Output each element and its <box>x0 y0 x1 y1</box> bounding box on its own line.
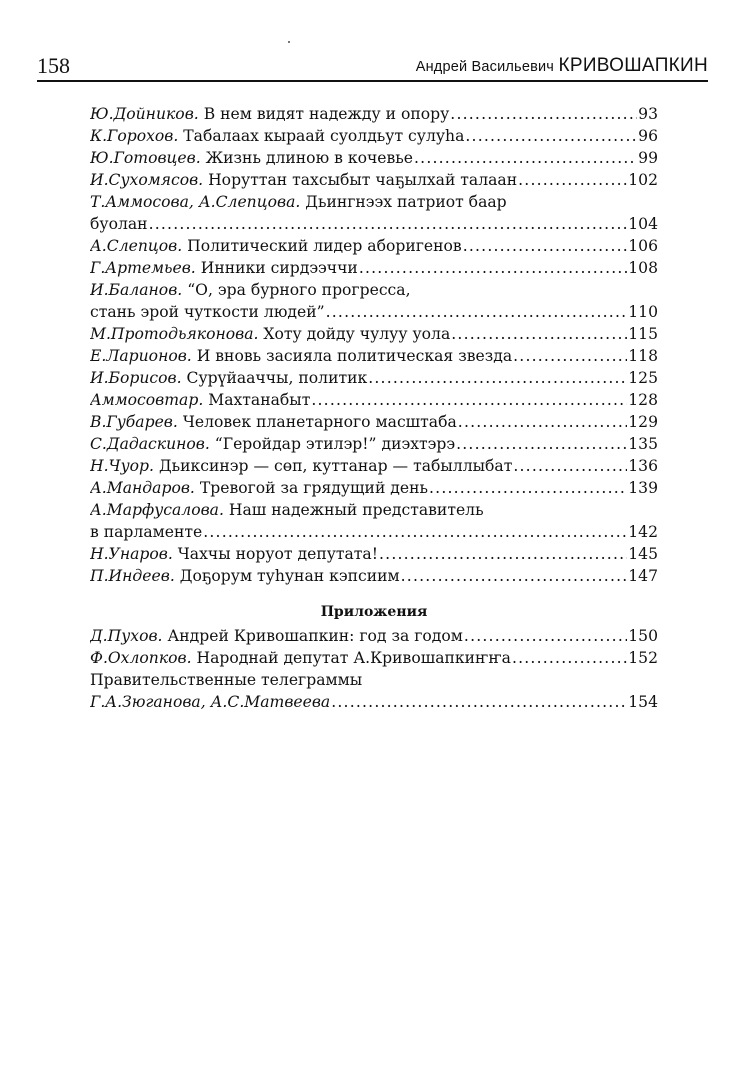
toc-title: Наш надежный представитель <box>223 501 484 519</box>
toc-author: А.Слепцов. <box>90 237 183 255</box>
toc-author: А.Мандаров. <box>90 479 195 497</box>
toc-page-number: 106 <box>628 237 658 255</box>
toc-entry[interactable] <box>90 169 658 191</box>
toc-entry-text <box>90 625 463 647</box>
toc-author: Д.Пухов. <box>90 627 163 645</box>
toc-entry-text <box>90 191 507 213</box>
toc-entry-continuation[interactable] <box>90 301 658 323</box>
toc-entry[interactable] <box>90 279 658 301</box>
toc-entry[interactable] <box>90 669 658 691</box>
toc-author: А.Марфусалова. <box>90 501 224 519</box>
toc-entry-text <box>90 235 462 257</box>
toc-author: И.Борисов. <box>90 369 182 387</box>
toc-title: Инники сирдээччи <box>195 259 358 277</box>
toc-entry-text <box>90 345 512 367</box>
dot-leader <box>203 521 627 543</box>
toc-entry-text <box>90 147 413 169</box>
toc-entry[interactable] <box>90 565 658 587</box>
toc-page-number: 108 <box>628 259 658 277</box>
toc-entry[interactable] <box>90 345 658 367</box>
dot-leader <box>331 691 627 713</box>
toc-entry-continuation[interactable] <box>90 213 658 235</box>
dot-leader <box>326 301 628 323</box>
running-head-name: Андрей Васильевич <box>415 59 555 75</box>
toc-entry[interactable] <box>90 411 658 433</box>
dot-leader <box>512 647 627 669</box>
toc-entry-continuation[interactable] <box>90 691 658 713</box>
toc-entry-text <box>90 323 450 345</box>
toc-title: Доҕорум туһунан кэпсиим <box>174 567 400 585</box>
dot-leader <box>513 345 627 367</box>
toc-entry[interactable] <box>90 433 658 455</box>
toc-entry[interactable] <box>90 543 658 565</box>
toc-author: В.Губарев. <box>90 413 178 431</box>
toc-page-number: 93 <box>638 105 658 123</box>
toc-page-number: 115 <box>628 325 658 343</box>
toc-page-number: 128 <box>628 391 658 409</box>
toc-author: Ю.Готовцев. <box>90 149 201 167</box>
running-head <box>416 55 708 77</box>
toc-entry[interactable] <box>90 191 658 213</box>
toc-entry-text <box>90 103 449 125</box>
toc-page-number: 142 <box>628 523 658 541</box>
dot-leader <box>518 169 627 191</box>
toc-page-number: 102 <box>628 171 658 189</box>
page-header <box>37 54 708 82</box>
toc-page-number: 139 <box>628 479 658 497</box>
toc-title: Андрей Кривошапкин: год за годом <box>162 627 463 645</box>
toc-title: Народнай депутат А.Кривошапкиҥҥа <box>191 649 511 667</box>
toc-entry-text <box>90 257 358 279</box>
running-head-surname: КРИВОШАПКИН <box>558 55 708 76</box>
toc-author: Аммосовтар. <box>90 391 204 409</box>
toc-entry-text <box>90 543 378 565</box>
toc-author: М.Протодьяконова. <box>90 325 259 343</box>
dot-leader <box>451 323 627 345</box>
toc-author: С.Дадаскинов. <box>90 435 210 453</box>
toc-page-number: 110 <box>628 303 658 321</box>
toc-author: И.Сухомясов. <box>90 171 204 189</box>
toc-author: К.Горохов. <box>90 127 179 145</box>
toc-entry[interactable] <box>90 647 658 669</box>
dot-leader <box>465 125 637 147</box>
toc-page-number: 118 <box>628 347 658 365</box>
toc-entry-text <box>90 279 411 301</box>
toc-title: И вновь засияла политическая звезда <box>191 347 513 365</box>
toc-entry[interactable] <box>90 147 658 169</box>
toc-title-continuation: в парламенте <box>90 523 203 541</box>
toc-page-number: 125 <box>628 369 658 387</box>
toc-entry[interactable] <box>90 389 658 411</box>
dot-leader <box>414 147 637 169</box>
toc-page-number: 150 <box>628 627 658 645</box>
table-of-contents <box>90 103 658 713</box>
toc-title: Чахчы норуот депутата! <box>172 545 378 563</box>
dot-leader <box>463 235 628 257</box>
dot-leader <box>458 411 627 433</box>
dot-leader <box>456 433 627 455</box>
toc-title: Человек планетарного масштаба <box>177 413 457 431</box>
dot-leader <box>429 477 627 499</box>
toc-entry[interactable] <box>90 367 658 389</box>
dot-leader <box>149 213 628 235</box>
toc-author: Н.Унаров. <box>90 545 173 563</box>
dot-leader <box>464 625 627 647</box>
toc-entry[interactable] <box>90 455 658 477</box>
toc-author: Т.Аммосова, А.Слепцова. <box>90 193 301 211</box>
toc-page-number: 104 <box>628 215 658 233</box>
scan-speck <box>288 41 290 43</box>
dot-leader <box>311 389 627 411</box>
toc-title: Табалаах кыраай суолдьут сулуһа <box>178 127 465 145</box>
toc-page-number: 147 <box>628 567 658 585</box>
page-number: 158 <box>37 53 70 78</box>
toc-author: Е.Ларионов. <box>90 347 192 365</box>
toc-entry-continuation[interactable] <box>90 521 658 543</box>
toc-entry-text <box>90 565 400 587</box>
toc-title: Тревогой за грядущий день <box>194 479 429 497</box>
toc-page-number: 129 <box>628 413 658 431</box>
toc-title-continuation: буолан <box>90 215 148 233</box>
toc-title-continuation: стань эрой чуткости людей” <box>90 303 325 321</box>
toc-entry-text <box>90 389 310 411</box>
toc-title: Хоту дойду чулуу уола <box>258 325 451 343</box>
toc-entry[interactable] <box>90 103 658 125</box>
toc-author: Н.Чуор. <box>90 457 154 475</box>
toc-title: Норуттан тахсыбыт чаҕылхай талаан <box>203 171 518 189</box>
toc-entry[interactable] <box>90 499 658 521</box>
toc-entry-text <box>90 647 511 669</box>
dot-leader <box>513 455 627 477</box>
toc-entry[interactable] <box>90 477 658 499</box>
toc-entry-text <box>90 169 517 191</box>
toc-entry-text <box>90 433 455 455</box>
toc-page-number: 135 <box>628 435 658 453</box>
toc-author: И.Баланов. <box>90 281 183 299</box>
toc-entry-text <box>90 455 512 477</box>
toc-entry[interactable] <box>90 323 658 345</box>
toc-entry-text <box>90 499 484 521</box>
toc-page-number: 154 <box>628 693 658 711</box>
toc-entry[interactable] <box>90 257 658 279</box>
toc-title: Жизнь длиною в кочевье <box>200 149 414 167</box>
toc-title: “О, эра бурного прогресса, <box>182 281 411 299</box>
toc-page-number: 152 <box>628 649 658 667</box>
toc-page-number: 99 <box>638 149 658 167</box>
toc-page-number: 145 <box>628 545 658 563</box>
toc-author: Г.Артемьев. <box>90 259 196 277</box>
toc-title: Дьингнээх патриот баар <box>300 193 507 211</box>
toc-entry-text <box>90 125 464 147</box>
dot-leader <box>450 103 637 125</box>
toc-title: Правительственные телеграммы <box>90 671 363 689</box>
toc-author: Г.А.Зюганова, А.С.Матвеева <box>90 693 331 711</box>
toc-title: Сурүйааччы, политик <box>181 369 368 387</box>
toc-author: П.Индеев. <box>90 567 175 585</box>
toc-title: Махтанабыт <box>203 391 311 409</box>
dot-leader <box>359 257 627 279</box>
dot-leader <box>379 543 627 565</box>
toc-title: Политический лидер аборигенов <box>182 237 462 255</box>
toc-author: Ф.Охлопков. <box>90 649 192 667</box>
toc-entry-text <box>90 367 367 389</box>
toc-page-number: 96 <box>638 127 658 145</box>
toc-entry-text <box>90 477 428 499</box>
toc-author: Ю.Дойников. <box>90 105 199 123</box>
toc-entry[interactable] <box>90 125 658 147</box>
toc-title: Дьиксинэр — сөп, куттанар — табыллыбат <box>153 457 513 475</box>
appendix-heading: Приложения <box>320 604 428 620</box>
dot-leader <box>401 565 628 587</box>
dot-leader <box>368 367 627 389</box>
toc-title: “Геройдар этилэр!” диэхтэрэ <box>209 435 456 453</box>
toc-entry[interactable] <box>90 625 658 647</box>
toc-entry-text <box>90 411 457 433</box>
toc-title: В нем видят надежду и опору <box>198 105 450 123</box>
toc-entry[interactable] <box>90 235 658 257</box>
toc-page-number: 136 <box>628 457 658 475</box>
